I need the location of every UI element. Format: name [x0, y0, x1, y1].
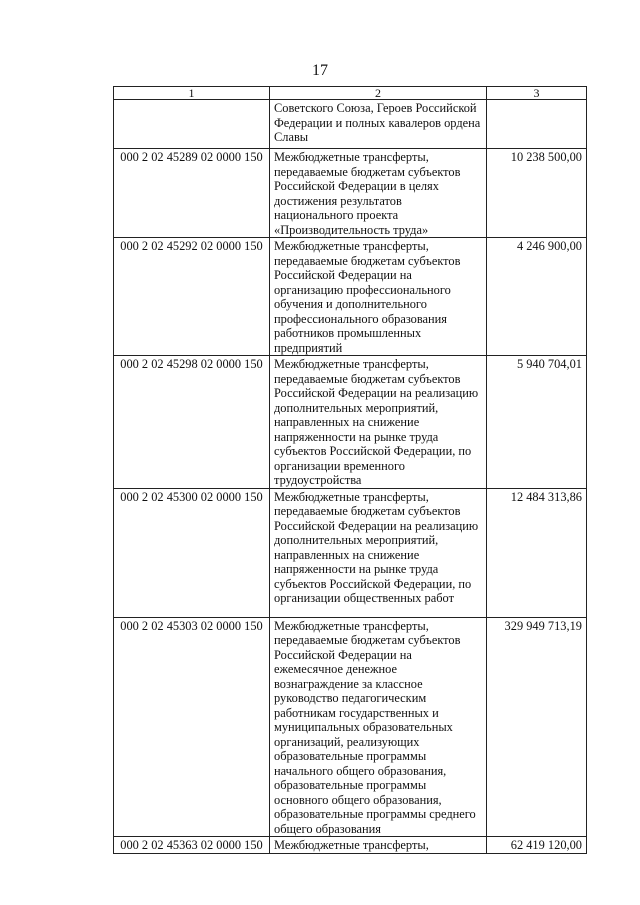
row-amount	[487, 100, 587, 149]
row-code: 000 2 02 45300 02 0000 150	[114, 488, 270, 617]
row-description: Межбюджетные трансферты, передаваемые бюджетам субъектов Российской Федерации на ежемесячное денежное вознаграждение за классное руководство педагогическим работникам государственных и муниципальных образовательных организаций, реализующих образовательные программы начального общего образования, образовательные программы основного общего образования, образовательные программы среднего общего образования	[270, 617, 487, 837]
row-code: 000 2 02 45289 02 0000 150	[114, 149, 270, 238]
table-row	[114, 238, 587, 356]
row-code	[114, 100, 270, 149]
table-row	[114, 100, 587, 149]
row-amount: 5 940 704,01	[487, 356, 587, 489]
row-code: 000 2 02 45298 02 0000 150	[114, 356, 270, 489]
row-description: Межбюджетные трансферты, передаваемые бюджетам субъектов Российской Федерации в целях достижения результатов национального проекта «Производительность труда»	[270, 149, 487, 238]
row-amount: 329 949 713,19	[487, 617, 587, 837]
row-amount: 62 419 120,00	[487, 837, 587, 854]
row-description: Межбюджетные трансферты, передаваемые бюджетам субъектов Российской Федерации на реализацию дополнительных мероприятий, направленных на снижение напряженности на рынке труда субъектов Российской Федерации, по организации общественных работ	[270, 488, 487, 617]
row-code: 000 2 02 45292 02 0000 150	[114, 238, 270, 356]
column-header-2: 2	[270, 87, 487, 100]
table-row	[114, 149, 587, 238]
row-code: 000 2 02 45363 02 0000 150	[114, 837, 270, 854]
row-description: Межбюджетные трансферты, передаваемые бюджетам субъектов Российской Федерации на реализацию дополнительных мероприятий, направленных на снижение напряженности на рынке труда субъектов Российской Федерации, по организации временного трудоустройства	[270, 356, 487, 489]
row-amount: 4 246 900,00	[487, 238, 587, 356]
table-header-row	[114, 87, 587, 100]
budget-table	[113, 86, 587, 854]
row-amount: 12 484 313,86	[487, 488, 587, 617]
table-row	[114, 356, 587, 489]
page-number: 17	[312, 62, 328, 79]
row-amount: 10 238 500,00	[487, 149, 587, 238]
table-row	[114, 617, 587, 837]
table-row	[114, 488, 587, 617]
row-description: Межбюджетные трансферты, передаваемые бюджетам субъектов Российской Федерации на организацию профессионального обучения и дополнительного профессионального образования работников промышленных предприятий	[270, 238, 487, 356]
row-code: 000 2 02 45303 02 0000 150	[114, 617, 270, 837]
row-description: Советского Союза, Героев Российской Федерации и полных кавалеров ордена Славы	[270, 100, 487, 149]
table-row	[114, 837, 587, 854]
column-header-1: 1	[114, 87, 270, 100]
column-header-3: 3	[487, 87, 587, 100]
row-description: Межбюджетные трансферты,	[270, 837, 487, 854]
